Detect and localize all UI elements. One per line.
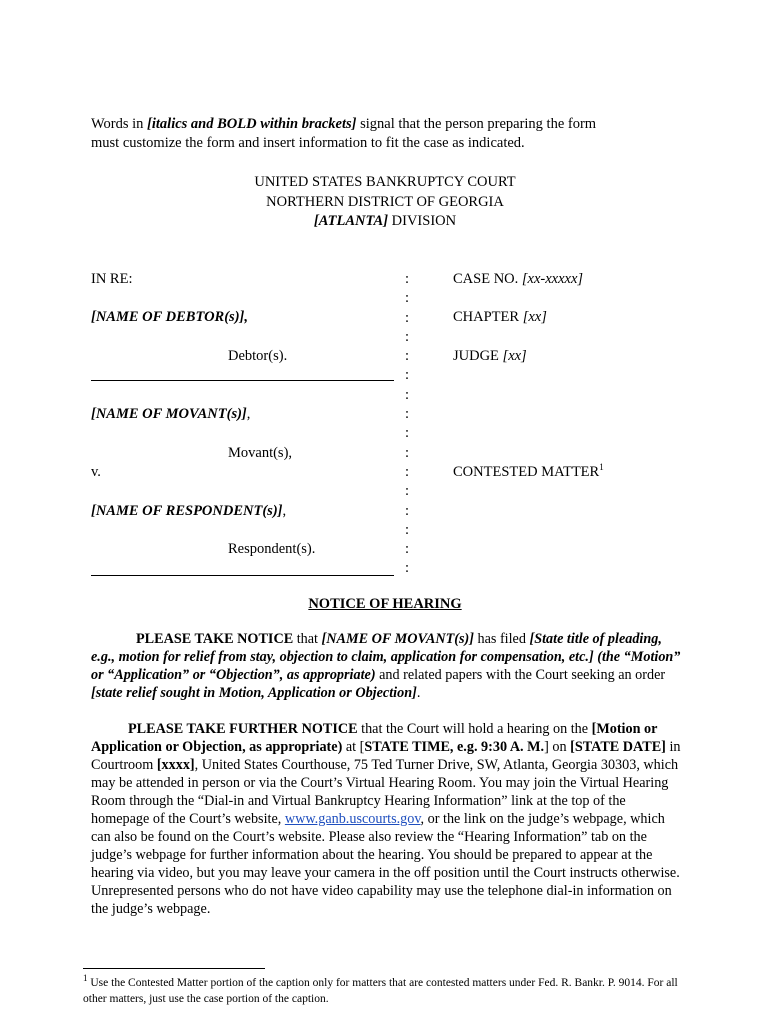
case-number: CASE NO. [xx-xxxxx] (453, 271, 584, 287)
debtor-label: Debtor(s). (228, 348, 288, 364)
caption-colons: : : : : : : : : : : : : : : : : (405, 271, 410, 577)
notice-title: NOTICE OF HEARING (308, 596, 462, 612)
court-name: UNITED STATES BANKRUPTCY COURT (254, 174, 516, 190)
bracket-example: [italics and BOLD within brackets] (147, 116, 357, 132)
respondent-label: Respondent(s). (228, 541, 316, 557)
movant-label: Movant(s), (228, 445, 293, 461)
court-district: NORTHERN DISTRICT OF GEORGIA (266, 194, 504, 210)
contested-matter: CONTESTED MATTER$^1$ (453, 462, 604, 480)
court-division: [ATLANTA] DIVISION (313, 213, 457, 229)
caption-rule-1 (91, 380, 394, 381)
caption-rule-2 (91, 575, 394, 576)
footnote: $^1$ Use the Contested Matter portion of the caption only for matters that are contested matters under Fed. R. Bankr. P. 9014. For all other matters, just use the case portion of the caption. (83, 973, 678, 1005)
judge: JUDGE [xx] (453, 348, 527, 364)
footnote-ref: 1 (599, 462, 604, 473)
notice-paragraph-1: PLEASE TAKE NOTICE that [NAME OF MOVANT(s)] has filed [State title of pleading, e.g., motion for relief from stay, objection to claim, application for compensation, etc.] (the “Motion” or “Application” or “Objection”, as appropriate) and related papers with the Court seeking an order [state relief sought in Motion, Application or Objection]. (91, 631, 681, 701)
notice-paragraph-2: PLEASE TAKE FURTHER NOTICE that the Court will hold a hearing on the [Motion or Application or Objection, as appropriate) at [STATE TIME, e.g. 9:30 A. M.] on [STATE DATE] in Courtroom [xxxx], United States Courthouse, 75 Ted Turner Drive, SW, Atlanta, Georgia 30303, which may be attended in person or via the Court’s Virtual Hearing Room. You may join the Virtual Hearing Room through the “Dial-in and Virtual Bankruptcy Hearing Information” link at the top of the homepage of the Court’s website, www.ganb.uscourts.gov, or the link on the judge’s webpage, which can also be found on the Court’s website. Please also review the “Hearing Information” tab on the judge’s webpage for further information about the hearing. You should be prepared to appear at the hearing via video, but you may leave your camera in the off position until the Court instructs otherwise. Unrepresented persons who do not have video capability may use the telephone dial-in information on the judge’s webpage. (91, 721, 681, 917)
footnote-separator (83, 968, 265, 969)
court-website-link[interactable]: www.ganb.uscourts.gov (284, 811, 421, 827)
chapter: CHAPTER [xx] (453, 309, 547, 325)
intro-line-1: Words in [italics and BOLD within brackets] signal that the person preparing the form (91, 116, 597, 132)
debtor-name: [NAME OF DEBTOR(s)], (91, 309, 248, 325)
intro-line-2: must customize the form and insert information to fit the case as indicated. (91, 135, 525, 151)
movant-name: [NAME OF MOVANT(s)], (91, 406, 251, 422)
versus: v. (91, 464, 101, 480)
in-re-label: IN RE: (91, 271, 133, 287)
respondent-name: [NAME OF RESPONDENT(s)], (91, 503, 287, 519)
